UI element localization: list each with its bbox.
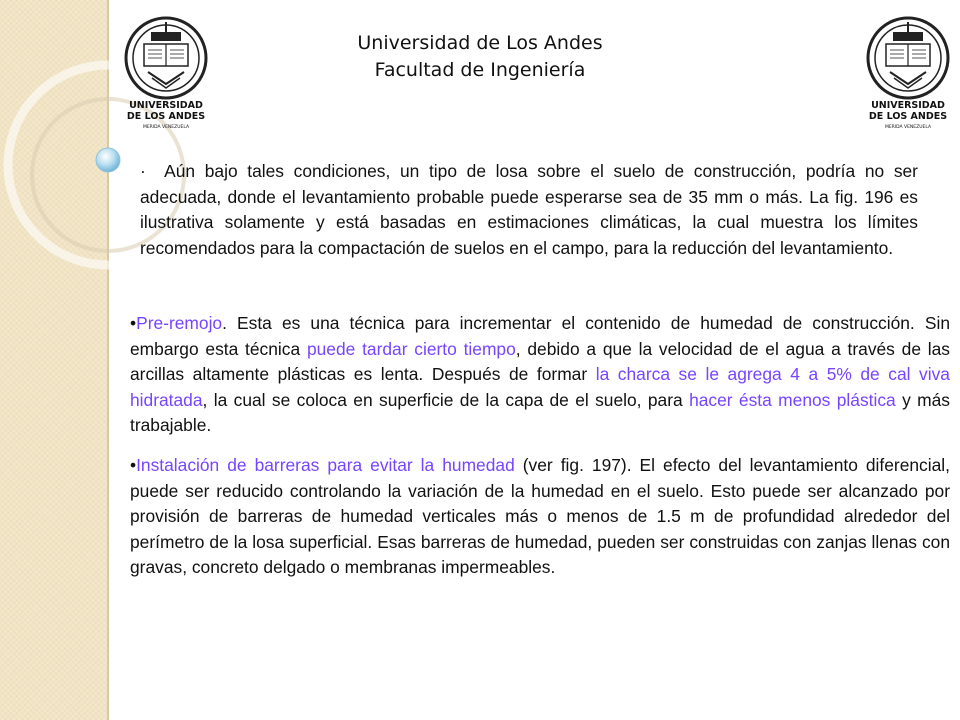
paragraph-bullet: •	[130, 313, 137, 333]
bullet-dot-icon	[96, 148, 120, 172]
paragraph-text: (ver fig. 197). El efecto del levantamiento diferencial, puede ser reducido controlando la variación de la humedad en el suelo. Esto puede ser alcanzado por provisión de barreras de humedad verticales más o menos de 1.5 m de profundidad alrededor del perímetro de la losa superficial. Esas barreras de humedad, pueden ser construidas con zanjas llenas con gravas, concreto delgado o membranas impermeables.	[130, 455, 950, 578]
svg-text:UNIVERSIDAD: UNIVERSIDAD	[129, 100, 203, 111]
paragraph-text: , la cual se coloca en superficie de la capa de el suelo, para	[202, 389, 690, 410]
highlighted-term-barriers: Instalación de barreras para evitar la humedad	[136, 455, 515, 475]
paragraph-text: , debido a que la velocidad de el agua a través de las arcillas altamente plásticas es lenta. Después de formar	[130, 338, 950, 385]
paragraph-bullet: ·	[140, 161, 146, 181]
paragraph-bullet: •	[130, 455, 137, 475]
svg-text:MERIDA VENEZUELA: MERIDA VENEZUELA	[142, 125, 190, 130]
svg-text:DE LOS ANDES: DE LOS ANDES	[868, 111, 948, 122]
paragraph-text: y más trabajable.	[130, 389, 951, 436]
highlighted-term-pre-remojo: Pre-remojo	[136, 313, 223, 333]
highlighted-text: puede tardar cierto tiempo	[306, 338, 516, 359]
faculty-name-heading: Facultad de Ingeniería	[374, 59, 586, 81]
university-name-heading: Universidad de Los Andes	[357, 32, 603, 54]
highlighted-text: hacer ésta menos plástica	[689, 389, 896, 410]
university-logo-left	[118, 12, 214, 134]
paragraph-text: . Esta es una técnica para incrementar el contenido de humedad de construcción. Sin embargo esta técnica	[130, 313, 950, 359]
svg-text:UNIVERSIDAD: UNIVERSIDAD	[871, 100, 945, 111]
paragraph-climatic-conditions	[140, 159, 918, 261]
paragraph-moisture-barriers	[130, 453, 950, 581]
highlighted-text: la charca se le agrega 4 a 5% de cal viva hidratada	[130, 364, 950, 410]
svg-text:MERIDA VENEZUELA: MERIDA VENEZUELA	[884, 125, 932, 130]
paragraph-text: Aún bajo tales condiciones, un tipo de losa sobre el suelo de construcción, podría no ser adecuada, donde el levantamiento probable puede esperarse sea de 35 mm o más. La fig. 196 es ilustrativa solamente y está basadas en estimaciones climáticas, la cual muestra los límites recomendados para la compactación de suelos en el campo, para la reducción del levantamiento.	[140, 161, 918, 258]
university-logo-right	[860, 12, 956, 134]
svg-text:DE LOS ANDES: DE LOS ANDES	[126, 111, 206, 122]
paragraph-pre-soaking	[130, 311, 950, 439]
